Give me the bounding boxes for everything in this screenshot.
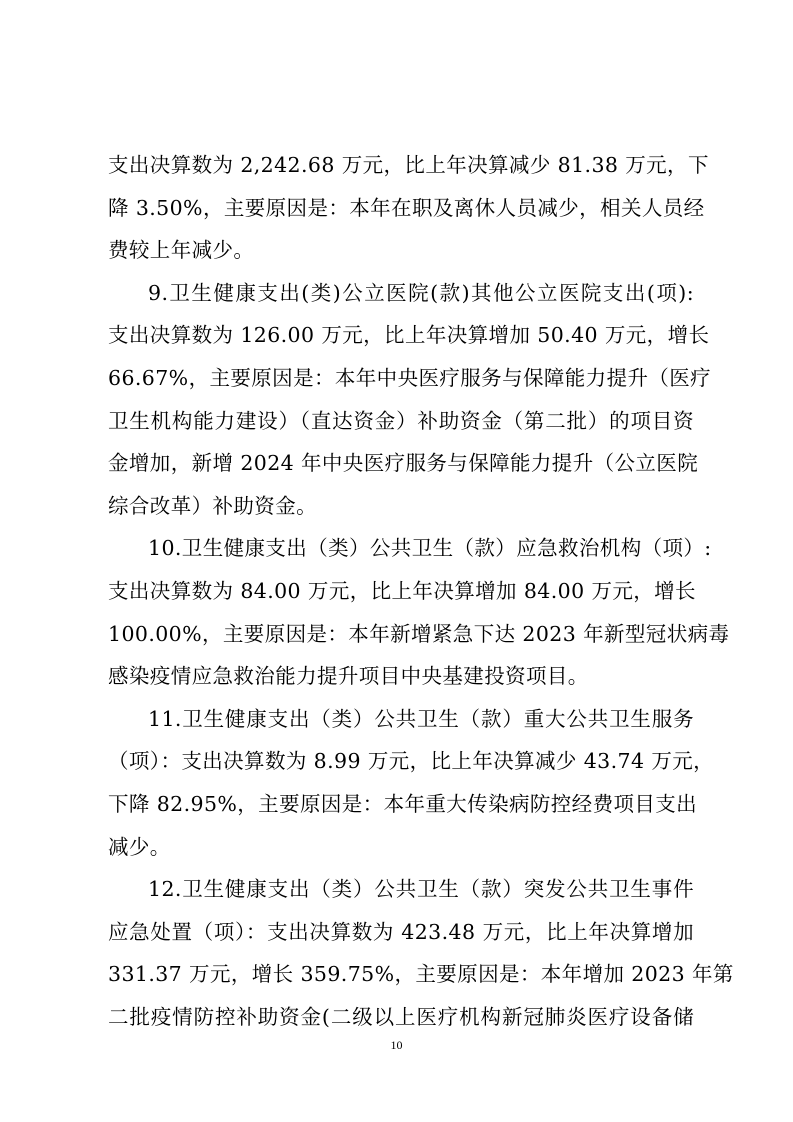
text-line: 12.卫生健康支出（类）公共卫生（款）突发公共卫生事件 [148,877,694,902]
text-line: 费较上年减少。 [108,238,255,263]
text-line: 支出决算数为 84.00 万元，比上年决算增加 84.00 万元，增长 [108,578,696,603]
text-line: 感染疫情应急救治能力提升项目中央基建投资项目。 [108,664,589,689]
text-line: 11.卫生健康支出（类）公共卫生（款）重大公共卫生服务 [148,706,694,731]
text-line: 10.卫生健康支出（类）公共卫生（款）应急救治机构（项）: [148,536,712,561]
text-line: 100.00%，主要原因是：本年新增紧急下达 2023 年新型冠状病毒 [108,621,730,646]
text-line: 二批疫情防控补助资金(二级以上医疗机构新冠肺炎医疗设备储 [108,1004,694,1029]
page-number: 10 [390,1038,403,1052]
text-line: （项）：支出决算数为 8.99 万元，比上年决算减少 43.74 万元， [108,749,715,774]
text-line: 支出决算数为 126.00 万元，比上年决算增加 50.40 万元，增长 [108,323,710,348]
text-line: 降 3.50%，主要原因是：本年在职及离休人员减少，相关人员经 [108,195,705,220]
text-line: 下降 82.95%，主要原因是：本年重大传染病防控经费项目支出 [108,791,698,816]
body-text [108,144,734,1038]
text-line: 支出决算数为 2,242.68 万元，比上年决算减少 81.38 万元，下 [108,153,709,177]
text-line: 9.卫生健康支出(类)公立医院(款)其他公立医院支出(项): [148,280,694,305]
text-line: 卫生机构能力建设）（直达资金）补助资金（第二批）的项目资 [108,408,694,433]
text-line: 综合改革）补助资金。 [108,493,317,518]
text-line: 66.67%，主要原因是：本年中央医疗服务与保障能力提升（医疗 [108,365,712,390]
text-line: 减少。 [108,834,171,859]
text-line: 331.37 万元，增长 359.75%，主要原因是：本年增加 2023 年第 [108,962,734,987]
text-line: 应急处置（项）：支出决算数为 423.48 万元，比上年决算增加 [108,919,694,944]
text-line: 金增加，新增 2024 年中央医疗服务与保障能力提升（公立医院 [108,451,699,476]
